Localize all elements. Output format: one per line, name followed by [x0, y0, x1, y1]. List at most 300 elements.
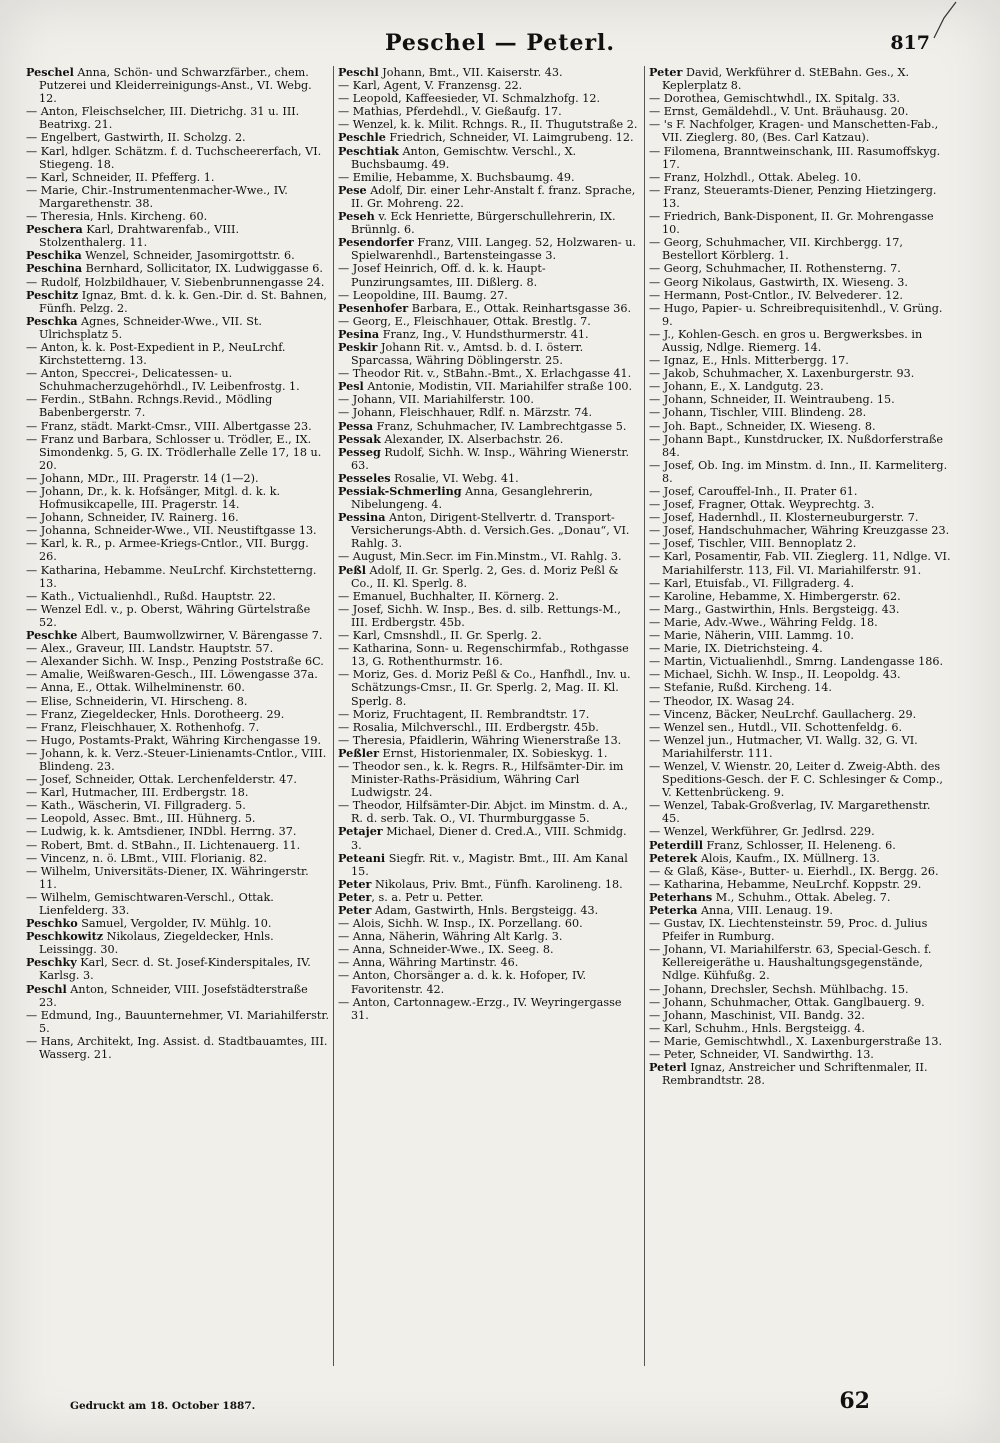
directory-entry [649, 852, 951, 865]
entry-details: Anna, Schön- und Schwarzfärber., chem. Putzerei und Kleiderreinigungs-Anst., VI. Webg. 12. [39, 66, 312, 106]
entry-surname: Peßl [338, 562, 366, 577]
directory-entry [338, 642, 640, 668]
entry-details: — Hugo, Papier- u. Schreibrequisitenhdl., V. Grüng. 9. [649, 301, 943, 328]
entry-surname: Pesseles [338, 470, 391, 485]
directory-entry [649, 865, 951, 878]
entry-details: — Josef Heinrich, Off. d. k. k. Haupt-Punzirungsamtes, III. Dißlerg. 8. [338, 262, 546, 289]
entry-details: — Mathias, Pferdehdl., V. Gießaufg. 17. [338, 105, 562, 119]
entry-details: — Karl, Agent, V. Franzensg. 22. [338, 79, 523, 93]
directory-entry [649, 537, 951, 550]
entry-details: Siegfr. Rit. v., Magistr. Bmt., III. Am Kanal 15. [351, 851, 628, 878]
entry-details: — Vincenz, n. ö. LBmt., VIII. Florianig. 82. [26, 851, 267, 865]
directory-entry [649, 681, 951, 694]
entry-details: — Karl, Posamentir, Fab. VII. Zieglerg. 11, Ndlge. VI. Mariahilferstr. 113, Fil. VI. Mariahilferstr. 91. [649, 550, 951, 577]
entry-details: — Johann Bapt., Kunstdrucker, IX. Nußdorferstraße 84. [649, 432, 944, 459]
directory-entry [26, 367, 329, 393]
entry-surname: Pesl [338, 379, 364, 394]
entry-details: — Theodor sen., k. k. Regrs. R., Hilfsämter-Dir. im Minister-Raths-Präsidium, Währing Carl Ludwigstr. 24. [338, 759, 624, 800]
entry-details: — Alex., Graveur, III. Landstr. Hauptstr. 57. [26, 642, 274, 656]
entry-details: — Johann, Schneider, II. Weintraubeng. 15. [649, 393, 895, 407]
entry-surname: Peschl [338, 66, 379, 79]
entry-details: — Theodor Rit. v., StBahn.-Bmt., X. Erlachgasse 41. [338, 367, 632, 381]
entry-details: — Wenzel, k. k. Milit. Rchngs. R., II. Thugutstraße 2. [338, 118, 638, 132]
directory-entry [649, 420, 951, 433]
entry-details: Adam, Gastwirth, Hnls. Bergsteigg. 43. [371, 904, 599, 917]
print-note: Gedruckt am 18. October 1887. [70, 1400, 256, 1412]
entry-surname: Peterek [649, 850, 698, 865]
entry-details: — Anton, Chorsänger a. d. k. k. Hofoper, IV. Favoritenstr. 42. [338, 969, 587, 996]
entry-details: — Johann, MDr., III. Pragerstr. 14 (1—2). [26, 471, 259, 485]
entry-surname: Peter [338, 903, 372, 917]
entry-details: — Georg Nikolaus, Gastwirth, IX. Wieseng. 3. [649, 275, 908, 289]
entry-details: — Johann, Schneider, IV. Rainerg. 16. [26, 511, 239, 525]
entry-details: Samuel, Vergolder, IV. Mühlg. 10. [77, 917, 272, 931]
directory-entry [26, 131, 329, 144]
entry-details: — Anton, Cartonnagew.-Erzg., IV. Weyringergasse 31. [338, 995, 622, 1022]
entry-details: Anton, Dirigent-Stellvertr. d. Transport-Versicherungs-Abth. d. Versich.Ges. „Donau“, VI. Rahlg. 3. [351, 511, 630, 551]
directory-entry [26, 852, 329, 865]
directory-entry [649, 1061, 951, 1087]
entry-details: Anton, Gemischtw. Verschl., X. Buchsbaumg. 49. [351, 144, 577, 171]
entry-details: — Friedrich, Bank-Disponent, II. Gr. Mohrengasse 10. [649, 210, 934, 237]
directory-entry [649, 145, 951, 171]
entry-details: — Alois, Sichh. W. Insp., IX. Porzellang. 60. [338, 917, 583, 931]
entry-details: — Amalie, Weißwaren-Gesch., III. Löwengasse 37a. [26, 668, 318, 682]
directory-entry [649, 302, 951, 328]
directory-entry [338, 380, 640, 393]
directory-entry [338, 904, 640, 917]
entry-surname: Pessiak-Schmerling [338, 484, 462, 498]
directory-entry [338, 92, 640, 105]
entry-details: Karl, Drahtwarenfab., VIII. Stolzenthalerg. 11. [39, 223, 240, 250]
directory-entry [649, 511, 951, 524]
directory-entry [649, 485, 951, 498]
directory-entry [649, 983, 951, 996]
directory-entry [649, 799, 951, 825]
entry-surname: Peschitz [26, 287, 79, 302]
directory-entry [649, 1035, 951, 1048]
entry-surname: Peterhans [649, 889, 713, 904]
entry-details: — Anna, Näherin, Währing Alt Karlg. 3. [338, 930, 563, 944]
directory-entry [338, 564, 640, 590]
directory-entry [649, 105, 951, 118]
entry-surname: Peterl [649, 1060, 687, 1075]
directory-entry [26, 590, 329, 603]
entry-details: — Johann, Drechsler, Sechsh. Mühlbachg. 15. [649, 982, 909, 996]
directory-entry [338, 969, 640, 995]
directory-entry [26, 734, 329, 747]
directory-entry [649, 996, 951, 1009]
entry-details: — Franz, Steueramts-Diener, Penzing Hietzingerg. 13. [649, 183, 937, 210]
entry-surname: Peschina [26, 261, 83, 276]
entry-details: Ignaz, Bmt. d. k. k. Gen.-Dir. d. St. Bahnen, Fünfh. Pelzg. 2. [39, 288, 327, 315]
entry-details: — Josef, Carouffel-Inh., II. Prater 61. [649, 485, 858, 498]
entry-details: Barbara, E., Ottak. Reinhartsgasse 36. [408, 301, 632, 315]
entry-details: — Karl, Schneider, II. Pfefferg. 1. [26, 170, 215, 184]
directory-entry [649, 642, 951, 655]
directory-entry [338, 747, 640, 760]
sheet-number: 62 [839, 1388, 870, 1414]
entry-surname: Pesenhofer [338, 300, 409, 315]
directory-entry [338, 433, 640, 446]
directory-entry [26, 642, 329, 655]
directory-entry [338, 943, 640, 956]
directory-entry [649, 118, 951, 144]
directory-entry [649, 1022, 951, 1035]
directory-entry [649, 354, 951, 367]
entry-surname: Peschky [26, 955, 77, 970]
entry-details: Michael, Diener d. Cred.A., VIII. Schmidg. 3. [351, 825, 627, 852]
entry-details: Adolf, II. Gr. Sperlg. 2, Ges. d. Moriz Peßl & Co., II. Kl. Sperlg. 8. [351, 563, 619, 590]
entry-details: — Jakob, Schuhmacher, X. Laxenburgerstr. 93. [649, 367, 915, 381]
entry-surname: Peschka [26, 313, 78, 328]
directory-entry [649, 406, 951, 419]
directory-entry [649, 236, 951, 262]
directory-entry [649, 695, 951, 708]
entry-details: — Michael, Sichh. W. Insp., II. Leopoldg. 43. [649, 668, 901, 682]
entry-details: Rosalie, VI. Webg. 41. [390, 471, 519, 485]
entry-details: — Johann, Maschinist, VII. Bandg. 32. [649, 1008, 865, 1022]
entry-details: — Theresia, Pfaidlerin, Währing Wienerstraße 13. [338, 733, 622, 747]
directory-entry [649, 184, 951, 210]
entry-details: — Franz, städt. Markt-Cmsr., VIII. Albertgasse 23. [26, 419, 312, 433]
entry-details: — Wilhelm, Universitäts-Diener, IX. Währingerstr. 11. [26, 864, 309, 891]
directory-entry [649, 171, 951, 184]
directory-entry [26, 681, 329, 694]
entry-details: — Edmund, Ing., Bauunternehmer, VI. Mariahilferstr. 5. [26, 1008, 329, 1035]
entry-details: Agnes, Schneider-Wwe., VII. St. Ulrichsplatz 5. [39, 314, 262, 341]
directory-entry [26, 773, 329, 786]
entry-details: — Johann, Schuhmacher, Ottak. Ganglbauerg. 9. [649, 995, 925, 1009]
entry-details: — Rosalia, Milchverschl., III. Erdbergstr. 45b. [338, 720, 599, 734]
entry-details: — Leopoldine, III. Baumg. 27. [338, 288, 508, 302]
entry-details: — Wilhelm, Gemischtwaren-Verschl., Ottak. Lienfelderg. 33. [26, 890, 274, 917]
entry-surname: Pessina [338, 510, 386, 525]
directory-entry [338, 184, 640, 210]
directory-entry [649, 943, 951, 982]
directory-entry [26, 983, 329, 1009]
entry-details: — Anton, Speccrei-, Delicatessen- u. Schuhmacherzugehörhdl., IV. Leibenfrostg. 1. [26, 367, 300, 394]
entry-details: Ignaz, Anstreicher und Schriftenmaler, II. Rembrandtstr. 28. [662, 1061, 928, 1088]
entry-details: — Engelbert, Gastwirth, II. Scholzg. 2. [26, 131, 246, 145]
directory-entry [26, 289, 329, 315]
entry-surname: Peschtiak [338, 143, 399, 158]
entry-surname: Peskir [338, 339, 378, 354]
directory-entry [26, 564, 329, 590]
entry-surname: Peter [338, 876, 372, 891]
directory-entry [338, 760, 640, 799]
directory-entry [649, 629, 951, 642]
directory-entry [338, 328, 640, 341]
directory-entry [338, 341, 640, 367]
entry-details: — Ernst, Gemäldehdl., V. Unt. Bräuhausg. 20. [649, 105, 909, 119]
directory-entry [649, 668, 951, 681]
entry-details: — Marie, Näherin, VIII. Lammg. 10. [649, 629, 854, 643]
entry-details: Karl, Secr. d. St. Josef-Kinderspitales, IV. Karlsg. 3. [39, 956, 311, 983]
directory-entry [26, 472, 329, 485]
entry-details: — Marie, Gemischtwhdl., X. Laxenburgerstraße 13. [649, 1034, 943, 1048]
directory-entry [338, 315, 640, 328]
directory-entry [338, 79, 640, 92]
directory-column-3 [644, 66, 955, 1366]
entry-details: — Josef, Handschuhmacher, Währing Kreuzgasse 23. [649, 524, 950, 538]
directory-entry [26, 184, 329, 210]
entry-details: — Josef, Hadernhdl., II. Klosterneuburgerstr. 7. [649, 511, 919, 525]
entry-details: — Anna, Schneider-Wwe., IX. Seeg. 8. [338, 943, 554, 957]
entry-details: — Johann, E., X. Landgutg. 23. [649, 380, 824, 394]
entry-details: — Johanna, Schneider-Wwe., VII. Neustiftgasse 13. [26, 524, 317, 538]
entry-details: — Alexander Sichh. W. Insp., Penzing Poststraße 6C. [26, 655, 324, 669]
entry-details: — 's F. Nachfolger, Kragen- und Manschetten-Fab., VII. Zieglerg. 80, (Bes. Carl Katzau). [649, 118, 939, 145]
directory-entry [338, 917, 640, 930]
entry-details: — Johann, Tischler, VIII. Blindeng. 28. [649, 406, 867, 420]
entry-details: — Johann, Fleischhauer, Rdlf. n. Märzstr. 74. [338, 406, 593, 420]
entry-details: — Joh. Bapt., Schneider, IX. Wieseng. 8. [649, 419, 876, 433]
directory-entry [338, 105, 640, 118]
entry-details: M., Schuhm., Ottak. Abeleg. 7. [712, 890, 891, 904]
directory-entry [338, 262, 640, 288]
directory-entry [26, 341, 329, 367]
entry-details: — Elise, Schneiderin, VI. Hirscheng. 8. [26, 694, 248, 708]
directory-entry [26, 629, 329, 642]
directory-entry [26, 537, 329, 563]
entry-surname: Peschke [26, 628, 78, 643]
entry-details: Johann, Bmt., VII. Kaiserstr. 43. [378, 66, 563, 79]
entry-details: Franz, Ing., V. Hundsthurmerstr. 41. [379, 327, 589, 341]
entry-details: — Gustav, IX. Liechtensteinstr. 59, Proc. d. Julius Pfeifer in Rumburg. [649, 917, 928, 944]
directory-entry [649, 760, 951, 799]
directory-column-1 [22, 66, 333, 1366]
entry-details: — Marie, Chir.-Instrumentenmacher-Wwe., IV. Margarethenstr. 38. [26, 183, 288, 210]
entry-details: — Georg, Schuhmacher, VII. Kirchbergg. 17, Bestellort Körblerg. 1. [649, 236, 903, 263]
directory-entry [338, 66, 640, 79]
directory-entry [649, 276, 951, 289]
entry-details: — Josef, Sichh. W. Insp., Bes. d. silb. Rettungs-M., III. Erdbergstr. 45b. [338, 602, 621, 629]
directory-entry [649, 328, 951, 354]
directory-entry [649, 917, 951, 943]
entry-surname: Peschera [26, 222, 83, 237]
entry-details: — Karl, Cmsnshdl., II. Gr. Sperlg. 2. [338, 629, 542, 643]
entry-details: — Wenzel sen., Hutdl., VII. Schottenfeldg. 6. [649, 720, 903, 734]
directory-entry [338, 930, 640, 943]
entry-details: Franz, Schuhmacher, IV. Lambrechtgasse 5. [373, 419, 627, 433]
directory-entry [338, 550, 640, 563]
entry-details: — Franz, Holzhdl., Ottak. Abeleg. 10. [649, 170, 862, 184]
entry-surname: Pese [338, 182, 367, 197]
entry-details: — Josef, Schneider, Ottak. Lerchenfelderstr. 47. [26, 773, 297, 787]
directory-entry [338, 511, 640, 550]
entry-surname: Peter [649, 66, 683, 79]
entry-surname: Pesseg [338, 444, 381, 459]
entry-details: — Wenzel Edl. v., p. Oberst, Währing Gürtelstraße 52. [26, 602, 311, 629]
entry-details: Ernst, Historienmaler, IX. Sobieskyg. 1. [379, 746, 608, 760]
entry-details: — Georg, Schuhmacher, II. Rothensterng. 7. [649, 262, 901, 276]
page-number: 817 [890, 32, 930, 54]
directory-entry [338, 852, 640, 878]
directory-entry [649, 708, 951, 721]
entry-surname: Peschko [26, 916, 78, 931]
page-title: Peschel — Peterl. [384, 30, 616, 56]
entry-details: — Emilie, Hebamme, X. Buchsbaumg. 49. [338, 170, 575, 184]
entry-details: — Kath., Victualienhdl., Rußd. Hauptstr. 22. [26, 589, 276, 603]
entry-details: — Anton, k. k. Post-Expedient in P., NeuLrchf. Kirchstetterng. 13. [26, 340, 286, 368]
entry-details: — Johann, VII. Mariahilferstr. 100. [338, 393, 534, 407]
entry-details: Alois, Kaufm., IX. Müllnerg. 13. [697, 851, 880, 865]
directory-entry [26, 786, 329, 799]
directory-entry [649, 734, 951, 760]
entry-details: — Ludwig, k. k. Amtsdiener, INDbl. Herrng. 37. [26, 825, 297, 839]
directory-entry [338, 406, 640, 419]
entry-details: — J., Kohlen-Gesch. en gros u. Bergwerksbes. in Aussig, Ndlge. Riemerg. 14. [649, 327, 923, 354]
entry-details: — Hans, Architekt, Ing. Assist. d. Stadtbauamtes, III. Wasserg. 21. [26, 1034, 328, 1062]
directory-column-2 [333, 66, 644, 1366]
entry-surname: Peter [338, 889, 372, 904]
entry-details: — Katharina, Hebamme, NeuLrchf. Koppstr. 29. [649, 877, 922, 891]
entry-details: — Filomena, Branntweinschank, III. Rasumoffskyg. 17. [649, 144, 941, 171]
entry-surname: Peteani [338, 850, 386, 865]
entry-details: — Karl, k. R., p. Armee-Kriegs-Cntlor., VII. Burgg. 26. [26, 537, 309, 564]
directory-entry [26, 420, 329, 433]
directory-entry [649, 721, 951, 734]
entry-details: — Karoline, Hebamme, X. Himbergerstr. 62. [649, 589, 901, 603]
directory-entry [338, 721, 640, 734]
entry-details: Nikolaus, Ziegeldecker, Hnls. Leissingg. 30. [39, 930, 274, 957]
entry-details: — Robert, Bmt. d. StBahn., II. Lichtenauerg. 11. [26, 838, 301, 852]
directory-entry [338, 446, 640, 472]
directory-entry [649, 433, 951, 459]
directory-entry [26, 105, 329, 131]
directory-entry [649, 367, 951, 380]
entry-details: — Franz, Ziegeldecker, Hnls. Dorotheerg. 29. [26, 707, 285, 721]
directory-entry [338, 878, 640, 891]
directory-entry [649, 550, 951, 576]
directory-entry [338, 891, 640, 904]
entry-details: — Josef, Fragner, Ottak. Weyprechtg. 3. [649, 498, 875, 512]
directory-entry [649, 393, 951, 406]
directory-entry [26, 66, 329, 105]
entry-surname: Peschkowitz [26, 929, 104, 944]
directory-entry [26, 603, 329, 629]
entry-details: Bernhard, Sollicitator, IX. Ludwiggasse 6. [82, 262, 323, 276]
directory-entry [338, 668, 640, 707]
directory-entry [338, 734, 640, 747]
directory-entry [26, 1035, 329, 1061]
directory-entry [26, 262, 329, 275]
entry-details: — August, Min.Secr. im Fin.Minstm., VI. Rahlg. 3. [338, 550, 622, 564]
entry-details: Wenzel, Schneider, Jasomirgottstr. 6. [81, 249, 295, 263]
directory-entry [26, 315, 329, 341]
entry-details: — Josef, Tischler, VIII. Bennoplatz 2. [649, 537, 857, 551]
entry-details: — Johann, k. k. Verz.-Steuer-Linienamts-Cntlor., VIII. Blindeng. 23. [26, 746, 327, 773]
directory-entry [649, 380, 951, 393]
directory-entry [26, 145, 329, 171]
directory-entry [26, 708, 329, 721]
directory-entry [26, 721, 329, 734]
entry-details: — Hermann, Post-Cntlor., IV. Belvederег. 12. [649, 288, 903, 302]
entry-details: — Dorothea, Gemischtwhdl., IX. Spitalg. 33. [649, 92, 900, 106]
directory-entry [649, 1048, 951, 1061]
directory-entry [338, 302, 640, 315]
entry-surname: Peseh [338, 209, 375, 224]
directory-entry [338, 485, 640, 511]
entry-surname: Pessa [338, 418, 374, 433]
entry-details: — Theodor, Hilfsämter-Dir. Abjct. im Minstm. d. A., R. d. serb. Tak. O., VI. Thurmburggasse 5. [338, 799, 628, 826]
entry-surname: Peschl [26, 981, 67, 996]
entry-details: Anna, VIII. Lenaug. 19. [697, 904, 833, 917]
directory-entry [649, 590, 951, 603]
entry-details: — Karl, Hutmacher, III. Erdbergstr. 18. [26, 786, 249, 800]
entry-details: Franz, Schlosser, II. Heleneng. 6. [702, 838, 896, 852]
directory-entry [338, 799, 640, 825]
directory-entry [26, 511, 329, 524]
entry-details: — Marg., Gastwirthin, Hnls. Bergsteigg. 43. [649, 602, 900, 616]
entry-details: — Hugo, Postamts-Prakt, Währing Kirchengasse 19. [26, 733, 322, 747]
entry-surname: Peschika [26, 248, 82, 263]
entry-details: v. Eck Henriette, Bürgerschullehrerin, IX. Brünnlg. 6. [351, 210, 616, 237]
entry-details: — Rudolf, Holzbildhauer, V. Siebenbrunnengasse 24. [26, 275, 325, 289]
directory-entry [649, 577, 951, 590]
directory-entry [26, 223, 329, 249]
entry-details: — & Glaß, Käse-, Butter- u. Eierhdl., IX. Bergg. 26. [649, 864, 939, 878]
entry-details: — Karl, Etuisfab., VI. Fillgraderg. 4. [649, 576, 855, 590]
directory-entry [649, 655, 951, 668]
directory-entry [26, 171, 329, 184]
entry-details: — Anna, E., Ottak. Wilhelminenstr. 60. [26, 681, 245, 695]
entry-details: Johann Rit. v., Amtsd. b. d. I. österr. Sparcassa, Währing Döblingerstr. 25. [351, 340, 584, 368]
entry-surname: Peschle [338, 130, 386, 145]
entry-details: — Moriz, Fruchtagent, II. Rembrandtstr. 17. [338, 707, 590, 721]
entry-details: Albert, Baumwollzwirner, V. Bärengasse 7. [77, 629, 323, 643]
directory-entry [338, 603, 640, 629]
entry-details: — Wenzel, Tabak-Großverlag, IV. Margarethenstr. 45. [649, 799, 931, 826]
directory-entry [338, 825, 640, 851]
directory-entry [26, 865, 329, 891]
entry-details: — Ferdin., StBahn. Rchngs.Revid., Mödling Babenbergerstr. 7. [26, 393, 273, 420]
directory-entry [26, 799, 329, 812]
entry-surname: Peschel [26, 66, 74, 79]
entry-details: — Josef, Ob. Ing. im Minstm. d. Inn., II. Karmeliterg. 8. [649, 458, 948, 485]
entry-details: Adolf, Dir. einer Lehr-Anstalt f. franz. Sprache, II. Gr. Mohreng. 22. [351, 183, 636, 210]
entry-details: — Karl, hdlger. Schätzm. f. d. Tuchscheererfach, VI. Stiegeng. 18. [26, 144, 322, 171]
directory-entry [26, 839, 329, 852]
directory-entry [26, 930, 329, 956]
directory-entry [338, 708, 640, 721]
entry-details: — Marie, IX. Dietrichsteing. 4. [649, 642, 823, 656]
entry-details: David, Werkführer d. StEBahn. Ges., X. Keplerplatz 8. [662, 66, 910, 93]
directory-entry [649, 210, 951, 236]
entry-details: Nikolaus, Priv. Bmt., Fünfh. Karolineng. 18. [371, 877, 623, 891]
directory-entry [26, 812, 329, 825]
entry-details: — Emanuel, Buchhalter, II. Körnerg. 2. [338, 589, 559, 603]
directory-entry [26, 655, 329, 668]
entry-details: — Stefanie, Rußd. Kircheng. 14. [649, 681, 832, 695]
entry-details: Anton, Schneider, VIII. Josefstädterstraße 23. [39, 982, 308, 1009]
directory-entry [649, 459, 951, 485]
directory-entry [26, 825, 329, 838]
entry-details: — Johann, Dr., k. k. Hofsänger, Mitgl. d. k. k. Hofmusikcapelle, III. Pragerstr. 14. [26, 485, 281, 512]
directory-entry [649, 1009, 951, 1022]
directory-entry [649, 904, 951, 917]
entry-details: — Johann, VI. Mariahilferstr. 63, Special-Gesch. f. Kellereigeräthe u. Haushaltungsgegenstände, Ndlge. Kühfußg. 2. [649, 943, 932, 983]
directory-entry [26, 891, 329, 917]
directory-entry [338, 145, 640, 171]
directory-entry [649, 262, 951, 275]
directory-entry [338, 629, 640, 642]
directory-columns [22, 66, 957, 1366]
directory-entry [26, 1009, 329, 1035]
entry-details: Anna, Gesanglehrerin, Nibelungeng. 4. [351, 485, 593, 512]
directory-entry [649, 289, 951, 302]
